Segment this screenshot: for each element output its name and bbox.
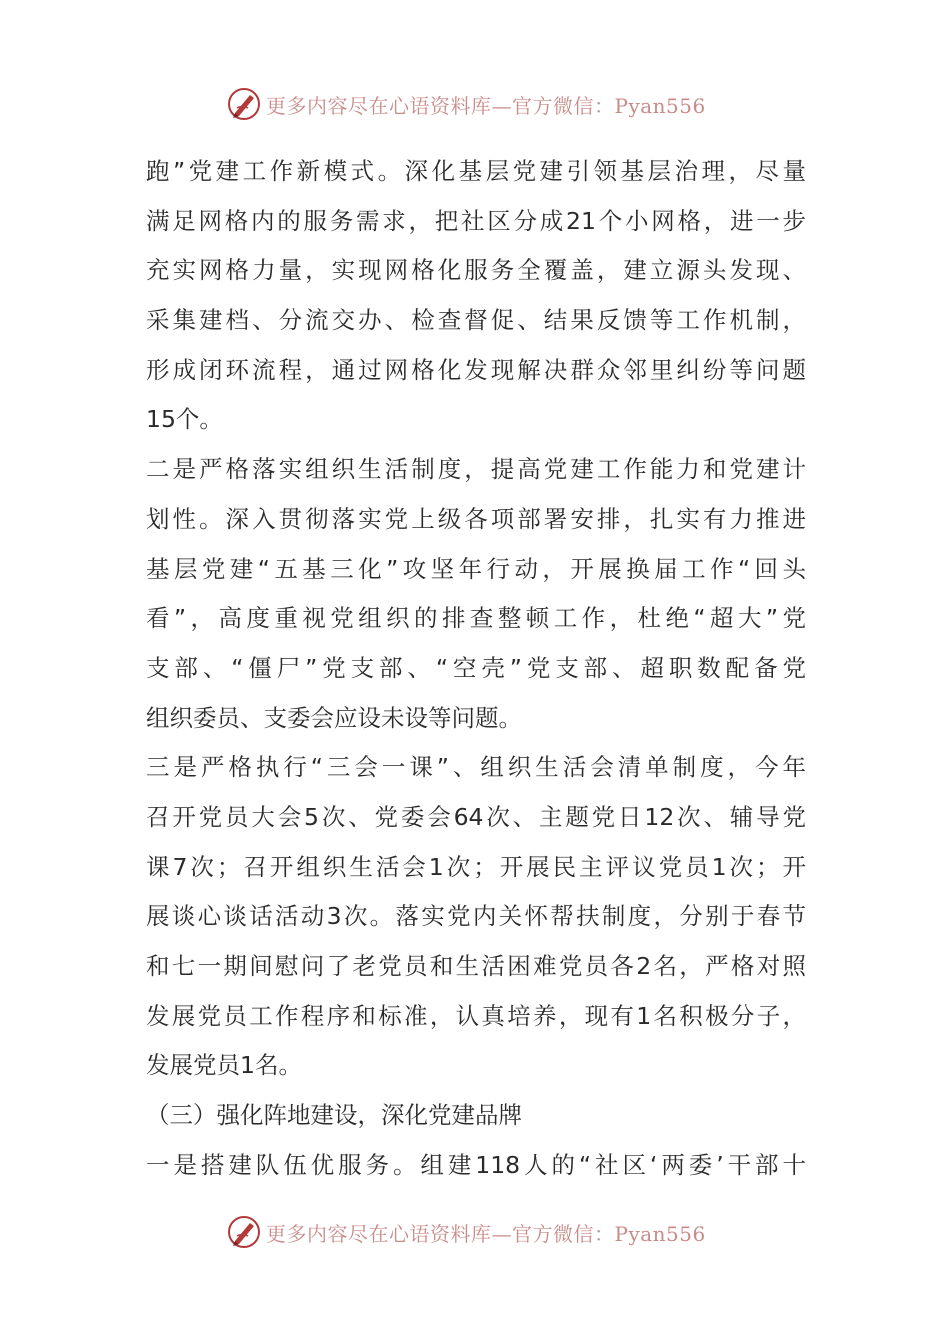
- text-line: 组织委员、支委会应设未设等问题。: [146, 703, 522, 732]
- text-line: 形成闭环流程，通过网格化发现解决群众邻里纠纷等问题: [146, 355, 806, 384]
- text-line: 划性。深入贯彻落实党上级各项部署安排，扎实有力推进: [146, 504, 806, 533]
- text-line: 支部、“僵尸”党支部、“空壳”党支部、超职数配备党: [146, 653, 806, 682]
- document-body: [146, 147, 806, 1190]
- text-line: 发展党员1名。: [146, 1051, 302, 1080]
- watermark-text: 更多内容尽在心语资料库—官方微信：Pyan556: [266, 93, 706, 118]
- pen-logo-icon: [226, 86, 262, 122]
- text-line: 课7次；召开组织生活会1次；开展民主评议党员1次；开: [146, 852, 806, 881]
- text-line: 基层党建“五基三化”攻坚年行动，开展换届工作“回头: [146, 554, 806, 583]
- text-line: 召开党员大会5次、党委会64次、主题党日12次、辅导党: [146, 802, 806, 831]
- text-line: 三是严格执行“三会一课”、组织生活会清单制度，今年: [146, 753, 806, 782]
- text-line: （三）强化阵地建设，深化党建品牌: [146, 1101, 522, 1130]
- text-line: 跑”党建工作新模式。深化基层党建引领基层治理，尽量: [146, 157, 806, 185]
- text-line: 15个。: [146, 405, 223, 434]
- watermark-text: 更多内容尽在心语资料库—官方微信：Pyan556: [266, 1221, 706, 1246]
- text-line: 满足网格内的服务需求，把社区分成21个小网格，进一步: [146, 206, 806, 235]
- text-line: 一是搭建队伍优服务。组建118人的“社区‘两委’干部十: [146, 1150, 806, 1179]
- text-line: 充实网格力量，实现网格化服务全覆盖，建立源头发现、: [146, 256, 806, 285]
- text-line: 和七一期间慰问了老党员和生活困难党员各2名，严格对照: [146, 952, 806, 980]
- pen-logo-icon: [226, 1214, 262, 1250]
- text-line: 采集建档、分流交办、检查督促、结果反馈等工作机制，: [146, 306, 806, 335]
- watermark-header: [226, 84, 706, 124]
- text-line: 展谈心谈话活动3次。落实党内关怀帮扶制度，分别于春节: [146, 902, 806, 931]
- text-line: 发展党员工作程序和标准，认真培养，现有1名积极分子，: [146, 1001, 806, 1030]
- watermark-footer: [226, 1212, 706, 1252]
- text-line: 二是严格落实组织生活制度，提高党建工作能力和党建计: [146, 455, 806, 484]
- text-line: 看”，高度重视党组织的排查整顿工作，杜绝“超大”党: [146, 604, 806, 633]
